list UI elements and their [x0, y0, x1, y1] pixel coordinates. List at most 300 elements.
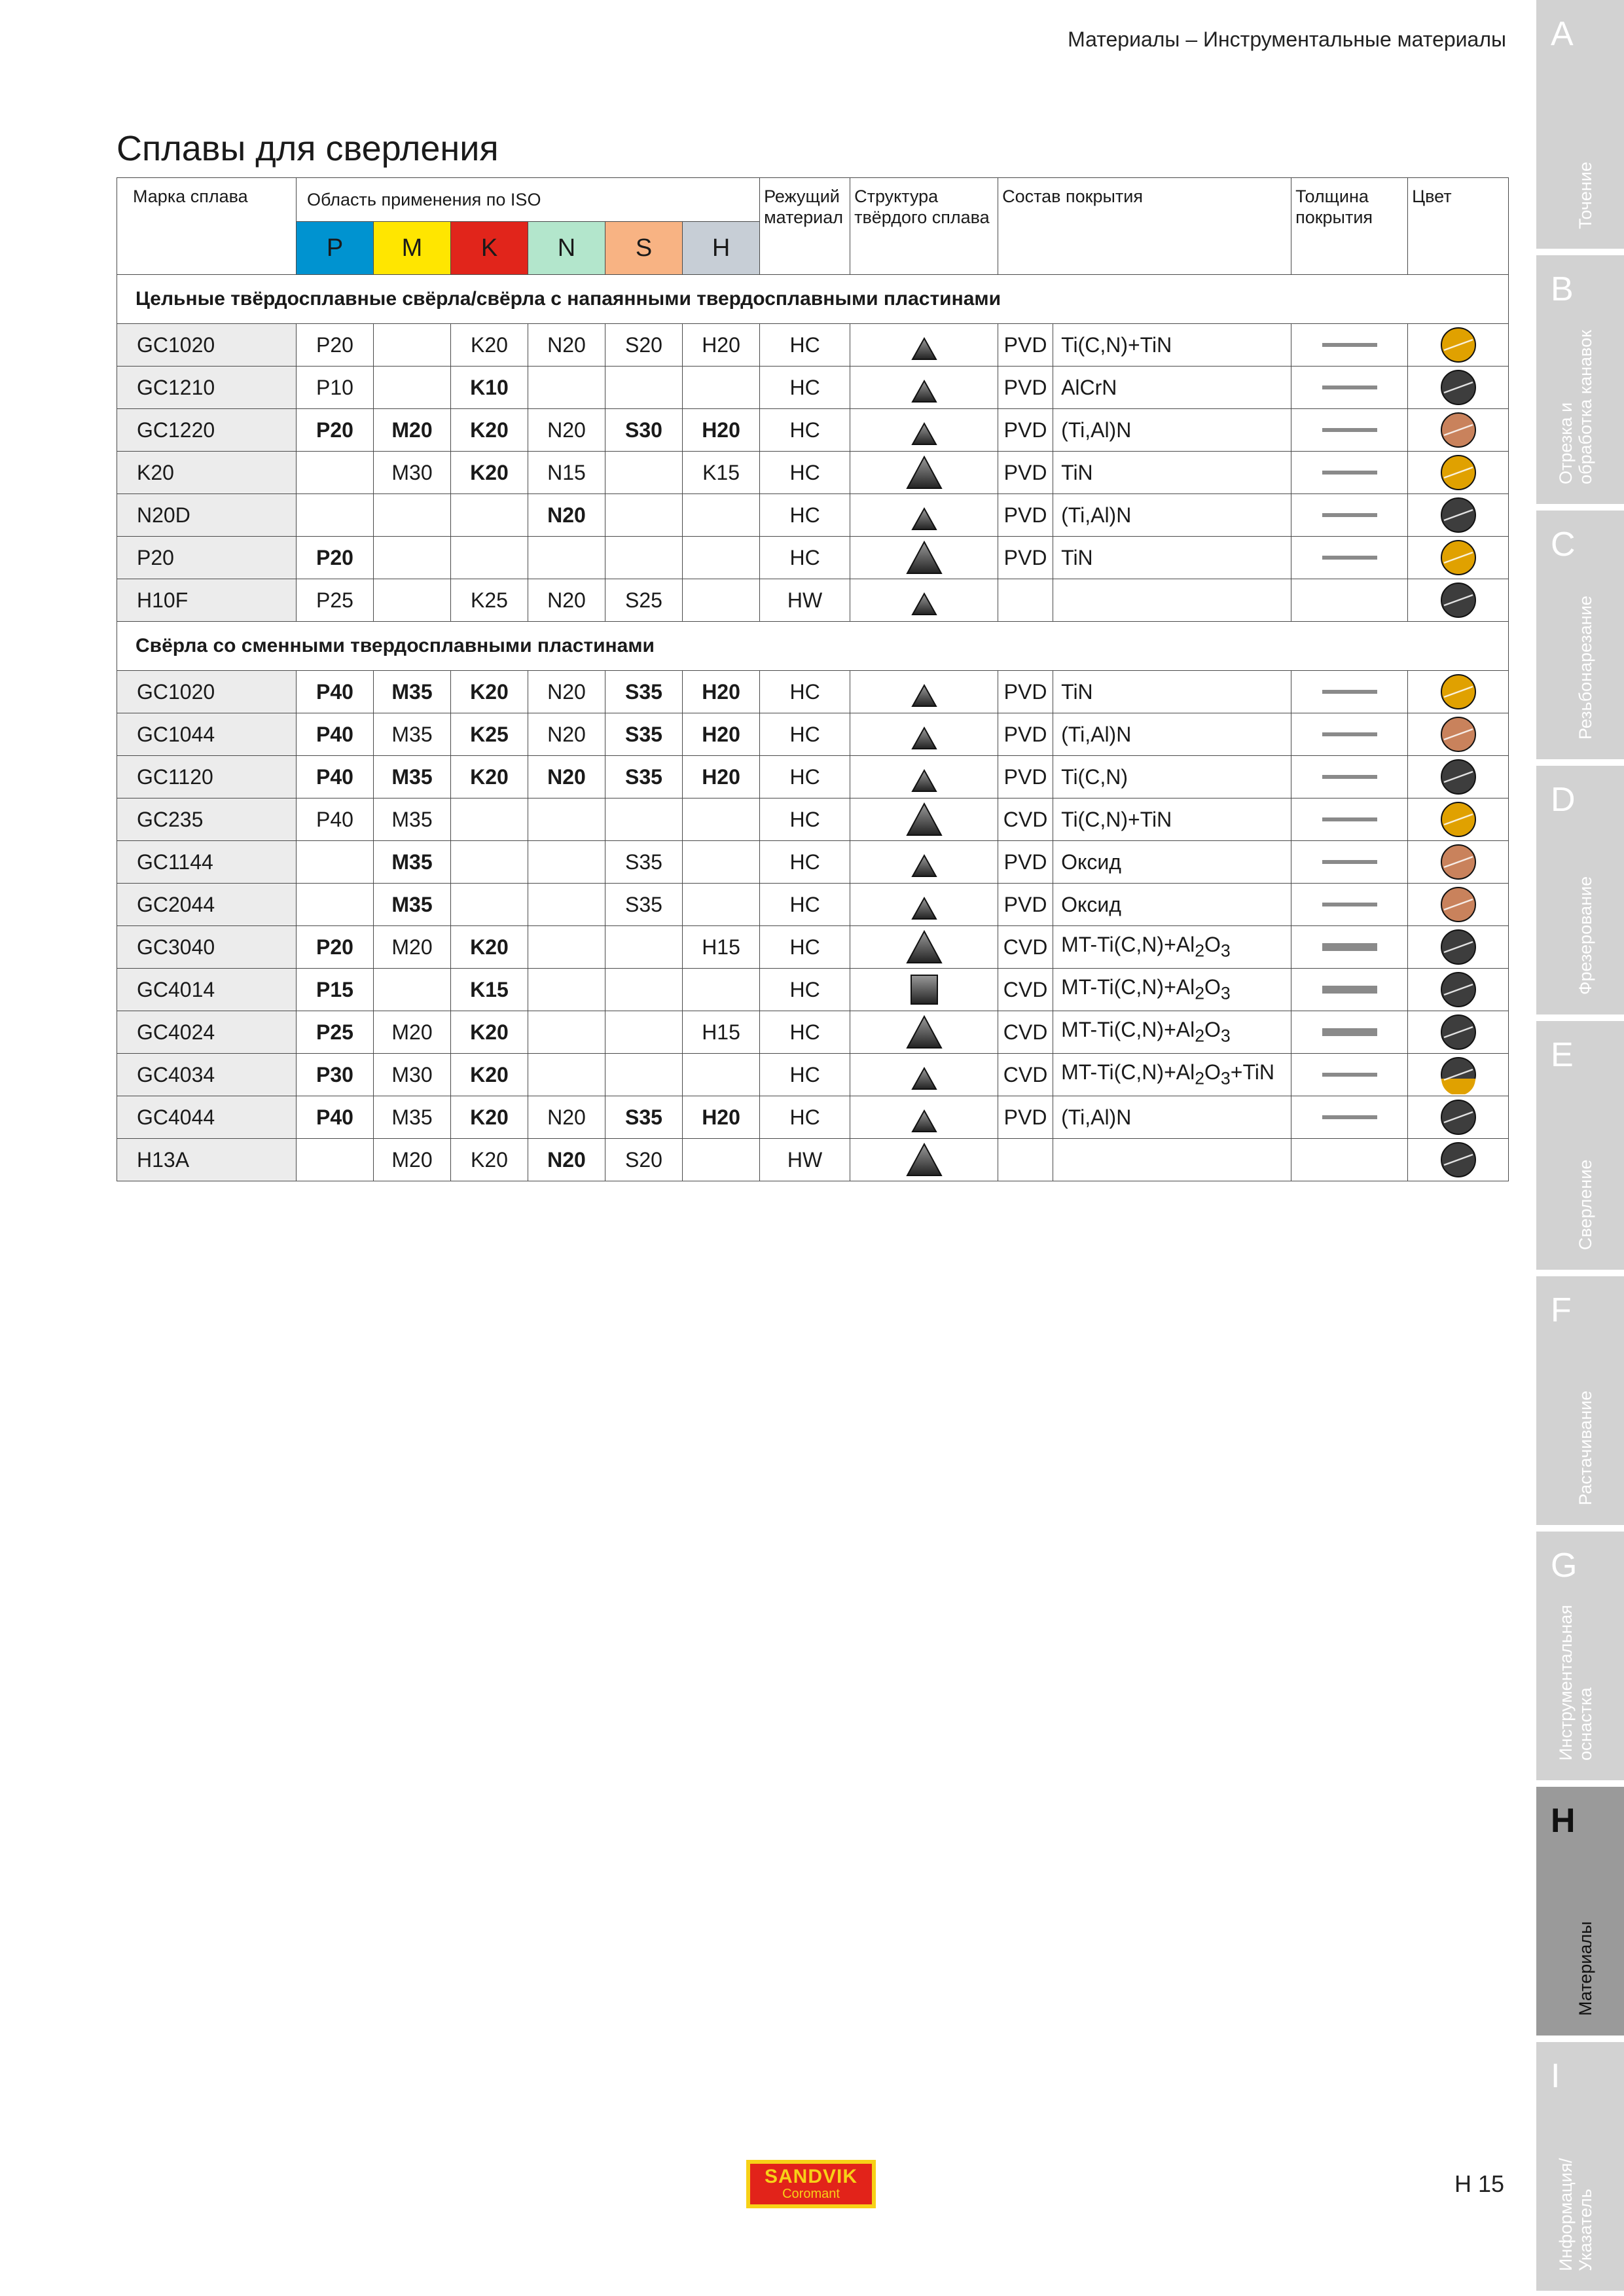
iso-n-cell: N20 — [528, 1096, 605, 1139]
structure-triangle-icon — [905, 1141, 944, 1178]
iso-s-cell: S30 — [605, 409, 683, 452]
iso-m-cell: M35 — [374, 884, 451, 926]
structure-cell — [850, 1139, 998, 1181]
grade-cell: GC1220 — [117, 409, 297, 452]
coating-color-swatch — [1439, 581, 1478, 620]
structure-triangle-icon — [905, 886, 944, 923]
grade-cell: GC2044 — [117, 884, 297, 926]
tab-e[interactable] — [1536, 1021, 1624, 1270]
structure-triangle-icon — [905, 1099, 944, 1136]
tab-label: Резьбонарезание — [1576, 596, 1595, 740]
table-row — [117, 537, 1509, 579]
coating-process-cell: PVD — [998, 324, 1053, 367]
coating-thickness-cell — [1291, 452, 1408, 494]
structure-triangle-icon — [905, 1014, 944, 1050]
grade-cell: GC3040 — [117, 926, 297, 969]
section-tabs — [1536, 0, 1624, 2296]
color-cell — [1408, 494, 1509, 537]
table-row — [117, 1139, 1509, 1181]
tab-d[interactable] — [1536, 766, 1624, 1014]
tab-c[interactable] — [1536, 511, 1624, 759]
color-cell — [1408, 579, 1509, 622]
iso-h-cell — [683, 1139, 760, 1181]
iso-group-n: N — [528, 222, 605, 275]
iso-m-cell — [374, 579, 451, 622]
color-cell — [1408, 798, 1509, 841]
iso-n-cell: N20 — [528, 579, 605, 622]
coating-thickness-cell — [1291, 1011, 1408, 1054]
coating-thickness-bar — [1317, 338, 1382, 351]
iso-n-cell: N20 — [528, 494, 605, 537]
iso-m-cell — [374, 969, 451, 1011]
coating-color-swatch — [1439, 1013, 1478, 1052]
iso-s-cell — [605, 452, 683, 494]
iso-s-cell — [605, 367, 683, 409]
table-row — [117, 969, 1509, 1011]
logo-text: SANDVIK — [764, 2166, 857, 2187]
cutting-material-cell: HC — [760, 841, 850, 884]
tab-a[interactable] — [1536, 0, 1624, 249]
iso-m-cell: M20 — [374, 926, 451, 969]
table-row — [117, 671, 1509, 713]
iso-m-cell: M35 — [374, 841, 451, 884]
header-section-title: Материалы – Инструментальные материалы — [1068, 27, 1506, 51]
grade-cell: GC4014 — [117, 969, 297, 1011]
coating-color-swatch — [1439, 1098, 1478, 1137]
iso-k-cell: K20 — [451, 1054, 528, 1096]
coating-composition-cell — [1053, 579, 1291, 622]
iso-group-m: M — [374, 222, 451, 275]
iso-n-cell — [528, 537, 605, 579]
coating-process-cell: PVD — [998, 537, 1053, 579]
color-cell — [1408, 324, 1509, 367]
iso-n-cell — [528, 926, 605, 969]
iso-p-cell: P20 — [297, 409, 374, 452]
iso-h-cell: H15 — [683, 1011, 760, 1054]
iso-k-cell: K20 — [451, 409, 528, 452]
cutting-material-cell: HW — [760, 1139, 850, 1181]
coating-composition-cell: TiN — [1053, 671, 1291, 713]
coating-thickness-cell — [1291, 841, 1408, 884]
iso-k-cell — [451, 798, 528, 841]
iso-h-cell: H20 — [683, 1096, 760, 1139]
structure-triangle-icon — [905, 844, 944, 880]
iso-m-cell: M35 — [374, 756, 451, 798]
coating-composition-cell: Оксид — [1053, 884, 1291, 926]
coating-composition-cell: (Ti,Al)N — [1053, 1096, 1291, 1139]
iso-p-cell: P30 — [297, 1054, 374, 1096]
iso-k-cell — [451, 494, 528, 537]
coating-color-swatch — [1439, 538, 1478, 577]
tab-letter: C — [1551, 526, 1576, 564]
structure-cell — [850, 494, 998, 537]
iso-m-cell: M30 — [374, 452, 451, 494]
iso-k-cell: K20 — [451, 324, 528, 367]
iso-m-cell — [374, 367, 451, 409]
iso-h-cell: H20 — [683, 671, 760, 713]
cutting-material-cell: HC — [760, 367, 850, 409]
iso-m-cell: M30 — [374, 1054, 451, 1096]
grade-cell: GC1120 — [117, 756, 297, 798]
cutting-material-cell: HC — [760, 884, 850, 926]
coating-thickness-bar — [1317, 381, 1382, 394]
structure-square-icon — [905, 971, 944, 1008]
structure-triangle-icon — [905, 801, 944, 838]
iso-k-cell: K15 — [451, 969, 528, 1011]
grade-cell: P20 — [117, 537, 297, 579]
table-row — [117, 1054, 1509, 1096]
iso-s-cell: S25 — [605, 579, 683, 622]
iso-n-cell — [528, 969, 605, 1011]
coating-thickness-cell — [1291, 1139, 1408, 1181]
grades-table — [117, 177, 1509, 1181]
iso-m-cell: M35 — [374, 713, 451, 756]
coating-thickness-bar — [1317, 728, 1382, 741]
color-cell — [1408, 969, 1509, 1011]
coating-thickness-bar — [1317, 941, 1382, 954]
iso-p-cell: P20 — [297, 926, 374, 969]
tab-letter: E — [1551, 1036, 1574, 1074]
iso-p-cell — [297, 494, 374, 537]
iso-n-cell: N20 — [528, 756, 605, 798]
coating-thickness-cell — [1291, 367, 1408, 409]
coating-process-cell: CVD — [998, 1011, 1053, 1054]
coating-thickness-bar — [1317, 855, 1382, 869]
structure-triangle-icon — [905, 929, 944, 965]
coating-composition-cell: Ti(C,N)+TiN — [1053, 798, 1291, 841]
iso-n-cell: N20 — [528, 409, 605, 452]
iso-group-p: P — [297, 222, 374, 275]
iso-group-h: H — [683, 222, 760, 275]
coating-process-cell: PVD — [998, 452, 1053, 494]
iso-s-cell: S35 — [605, 1096, 683, 1139]
structure-triangle-icon — [905, 539, 944, 576]
coating-composition-cell: AlCrN — [1053, 367, 1291, 409]
table-row — [117, 452, 1509, 494]
tab-label: Инструментальная оснастка — [1556, 1604, 1595, 1761]
coating-process-cell: PVD — [998, 494, 1053, 537]
tab-letter: B — [1551, 270, 1574, 308]
iso-p-cell: P25 — [297, 579, 374, 622]
iso-s-cell: S20 — [605, 1139, 683, 1181]
coating-color-swatch — [1439, 410, 1478, 450]
iso-n-cell — [528, 884, 605, 926]
color-cell — [1408, 1139, 1509, 1181]
cutting-material-cell: HC — [760, 969, 850, 1011]
coating-thickness-cell — [1291, 756, 1408, 798]
coating-process-cell: CVD — [998, 798, 1053, 841]
iso-p-cell — [297, 452, 374, 494]
iso-m-cell: M20 — [374, 409, 451, 452]
iso-s-cell — [605, 1011, 683, 1054]
table-row — [117, 367, 1509, 409]
iso-p-cell: P40 — [297, 756, 374, 798]
cutting-material-cell: HC — [760, 537, 850, 579]
coating-process-cell: CVD — [998, 926, 1053, 969]
iso-s-cell: S35 — [605, 884, 683, 926]
structure-cell — [850, 452, 998, 494]
coating-thickness-cell — [1291, 798, 1408, 841]
coating-color-swatch — [1439, 715, 1478, 754]
iso-m-cell: M20 — [374, 1011, 451, 1054]
structure-triangle-icon — [905, 454, 944, 491]
coating-thickness-bar — [1317, 551, 1382, 564]
iso-h-cell — [683, 537, 760, 579]
iso-p-cell — [297, 1139, 374, 1181]
header-thickness: Толщина покрытия — [1291, 178, 1408, 275]
grade-cell: H10F — [117, 579, 297, 622]
coating-composition-cell: (Ti,Al)N — [1053, 494, 1291, 537]
iso-p-cell: P40 — [297, 671, 374, 713]
cutting-material-cell: HC — [760, 452, 850, 494]
coating-process-cell: CVD — [998, 969, 1053, 1011]
iso-h-cell — [683, 798, 760, 841]
color-cell — [1408, 1096, 1509, 1139]
logo-subtext: Coromant — [782, 2187, 840, 2201]
coating-thickness-bar — [1317, 770, 1382, 783]
iso-n-cell: N20 — [528, 713, 605, 756]
structure-triangle-icon — [905, 716, 944, 753]
coating-thickness-bar — [1317, 594, 1382, 607]
iso-h-cell: K15 — [683, 452, 760, 494]
iso-group-s: S — [605, 222, 683, 275]
iso-p-cell: P40 — [297, 713, 374, 756]
iso-p-cell: P20 — [297, 324, 374, 367]
coating-color-swatch — [1439, 325, 1478, 365]
coating-process-cell: PVD — [998, 367, 1053, 409]
coating-thickness-bar — [1317, 1068, 1382, 1081]
tab-label: Сверление — [1576, 1159, 1595, 1250]
iso-s-cell: S20 — [605, 324, 683, 367]
grade-cell: GC1044 — [117, 713, 297, 756]
iso-m-cell — [374, 537, 451, 579]
tab-f[interactable] — [1536, 1276, 1624, 1525]
iso-p-cell: P25 — [297, 1011, 374, 1054]
coating-process-cell: CVD — [998, 1054, 1053, 1096]
iso-n-cell: N20 — [528, 671, 605, 713]
color-cell — [1408, 1054, 1509, 1096]
iso-h-cell — [683, 579, 760, 622]
structure-triangle-icon — [905, 497, 944, 533]
structure-cell — [850, 367, 998, 409]
coating-color-swatch — [1439, 927, 1478, 967]
table-row — [117, 1011, 1509, 1054]
grade-cell: GC235 — [117, 798, 297, 841]
coating-thickness-bar — [1317, 898, 1382, 911]
sandvik-logo — [746, 2160, 876, 2208]
coating-thickness-bar — [1317, 685, 1382, 698]
iso-p-cell — [297, 884, 374, 926]
coating-color-swatch — [1439, 495, 1478, 535]
tab-h[interactable] — [1536, 1787, 1624, 2036]
coating-color-swatch — [1439, 1140, 1478, 1179]
structure-cell — [850, 409, 998, 452]
coating-thickness-bar — [1317, 466, 1382, 479]
coating-thickness-cell — [1291, 537, 1408, 579]
structure-cell — [850, 798, 998, 841]
structure-cell — [850, 1011, 998, 1054]
table-row — [117, 579, 1509, 622]
section-header-row — [117, 622, 1509, 671]
coating-color-swatch — [1439, 800, 1478, 839]
structure-triangle-icon — [905, 1056, 944, 1093]
grade-cell: GC1144 — [117, 841, 297, 884]
cutting-material-cell: HC — [760, 409, 850, 452]
coating-color-swatch — [1439, 885, 1478, 924]
color-cell — [1408, 409, 1509, 452]
coating-thickness-bar — [1317, 1111, 1382, 1124]
iso-n-cell — [528, 798, 605, 841]
iso-n-cell — [528, 367, 605, 409]
cutting-material-cell: HC — [760, 1096, 850, 1139]
coating-process-cell — [998, 1139, 1053, 1181]
iso-s-cell: S35 — [605, 713, 683, 756]
iso-m-cell — [374, 324, 451, 367]
page-number: H 15 — [1454, 2170, 1505, 2197]
structure-cell — [850, 537, 998, 579]
page-title: Сплавы для сверления — [117, 129, 499, 169]
coating-composition-cell: Ti(C,N)+TiN — [1053, 324, 1291, 367]
coating-composition-cell: $MT-Ti(C,N)+Al_2O_3$ — [1053, 969, 1291, 1011]
table-row — [117, 884, 1509, 926]
cutting-material-cell: HC — [760, 713, 850, 756]
coating-thickness-cell — [1291, 884, 1408, 926]
iso-group-k: K — [451, 222, 528, 275]
iso-n-cell — [528, 1011, 605, 1054]
iso-k-cell: K20 — [451, 1011, 528, 1054]
iso-m-cell — [374, 494, 451, 537]
table-row — [117, 1096, 1509, 1139]
structure-triangle-icon — [905, 412, 944, 448]
cutting-material-cell: HW — [760, 579, 850, 622]
tab-label: Фрезерование — [1576, 876, 1595, 995]
coating-composition-cell: (Ti,Al)N — [1053, 713, 1291, 756]
coating-composition-cell: $MT-Ti(C,N)+Al_2O_3$ — [1053, 1011, 1291, 1054]
coating-thickness-bar — [1317, 1153, 1382, 1166]
iso-h-cell — [683, 367, 760, 409]
coating-color-swatch — [1439, 1055, 1478, 1094]
cutting-material-cell: HC — [760, 1054, 850, 1096]
coating-thickness-cell — [1291, 409, 1408, 452]
table-row — [117, 798, 1509, 841]
iso-p-cell: P10 — [297, 367, 374, 409]
iso-h-cell: H20 — [683, 324, 760, 367]
grade-cell: GC4034 — [117, 1054, 297, 1096]
iso-n-cell: N15 — [528, 452, 605, 494]
grade-cell: N20D — [117, 494, 297, 537]
iso-k-cell: K25 — [451, 713, 528, 756]
iso-k-cell: K10 — [451, 367, 528, 409]
iso-s-cell — [605, 969, 683, 1011]
section-title: Свёрла со сменными твердосплавными пластинами — [117, 622, 1509, 671]
iso-m-cell: M35 — [374, 798, 451, 841]
iso-k-cell: K20 — [451, 756, 528, 798]
coating-process-cell: PVD — [998, 409, 1053, 452]
cutting-material-cell: HC — [760, 494, 850, 537]
grade-cell: H13A — [117, 1139, 297, 1181]
structure-cell — [850, 324, 998, 367]
structure-cell — [850, 579, 998, 622]
iso-p-cell: P40 — [297, 1096, 374, 1139]
iso-m-cell: M35 — [374, 1096, 451, 1139]
iso-s-cell: S35 — [605, 841, 683, 884]
coating-composition-cell: (Ti,Al)N — [1053, 409, 1291, 452]
coating-thickness-cell — [1291, 926, 1408, 969]
grade-cell: GC1020 — [117, 324, 297, 367]
color-cell — [1408, 713, 1509, 756]
table-body — [117, 275, 1509, 1181]
coating-thickness-bar — [1317, 813, 1382, 826]
cutting-material-cell: HC — [760, 756, 850, 798]
coating-process-cell — [998, 579, 1053, 622]
coating-color-swatch — [1439, 757, 1478, 797]
iso-m-cell: M20 — [374, 1139, 451, 1181]
iso-h-cell — [683, 969, 760, 1011]
structure-cell — [850, 671, 998, 713]
tab-g[interactable] — [1536, 1532, 1624, 1780]
grade-cell: GC4044 — [117, 1096, 297, 1139]
color-cell — [1408, 926, 1509, 969]
coating-thickness-cell — [1291, 324, 1408, 367]
structure-triangle-icon — [905, 582, 944, 619]
color-cell — [1408, 671, 1509, 713]
iso-h-cell — [683, 494, 760, 537]
iso-s-cell: S35 — [605, 756, 683, 798]
iso-n-cell — [528, 1054, 605, 1096]
color-cell — [1408, 756, 1509, 798]
iso-s-cell — [605, 494, 683, 537]
coating-color-swatch — [1439, 672, 1478, 711]
iso-h-cell: H20 — [683, 409, 760, 452]
coating-thickness-bar — [1317, 983, 1382, 996]
cutting-material-cell: HC — [760, 671, 850, 713]
coating-process-cell: PVD — [998, 713, 1053, 756]
coating-thickness-cell — [1291, 671, 1408, 713]
tab-letter: F — [1551, 1291, 1572, 1329]
tab-b[interactable] — [1536, 255, 1624, 504]
coating-process-cell: PVD — [998, 841, 1053, 884]
table-row — [117, 494, 1509, 537]
iso-k-cell: K25 — [451, 579, 528, 622]
color-cell — [1408, 537, 1509, 579]
coating-thickness-cell — [1291, 1054, 1408, 1096]
header-grade: Марка сплава — [117, 178, 297, 275]
tab-i[interactable] — [1536, 2042, 1624, 2291]
structure-cell — [850, 1054, 998, 1096]
coating-thickness-cell — [1291, 969, 1408, 1011]
iso-h-cell: H20 — [683, 713, 760, 756]
section-title: Цельные твёрдосплавные свёрла/свёрла с напаянными твердосплавными пластинами — [117, 275, 1509, 324]
iso-m-cell: M35 — [374, 671, 451, 713]
color-cell — [1408, 367, 1509, 409]
color-cell — [1408, 884, 1509, 926]
header-coating: Состав покрытия — [998, 178, 1291, 275]
color-cell — [1408, 841, 1509, 884]
grade-cell: GC4024 — [117, 1011, 297, 1054]
coating-color-swatch — [1439, 368, 1478, 407]
structure-cell — [850, 1096, 998, 1139]
coating-composition-cell: $MT-Ti(C,N)+Al_2O_3+TiN$ — [1053, 1054, 1291, 1096]
cutting-material-cell: HC — [760, 324, 850, 367]
iso-p-cell: P40 — [297, 798, 374, 841]
table-row — [117, 409, 1509, 452]
color-cell — [1408, 452, 1509, 494]
structure-triangle-icon — [905, 759, 944, 795]
iso-p-cell — [297, 841, 374, 884]
header-cutting-material: Режущий материал — [760, 178, 850, 275]
structure-triangle-icon — [905, 327, 944, 363]
coating-thickness-cell — [1291, 579, 1408, 622]
